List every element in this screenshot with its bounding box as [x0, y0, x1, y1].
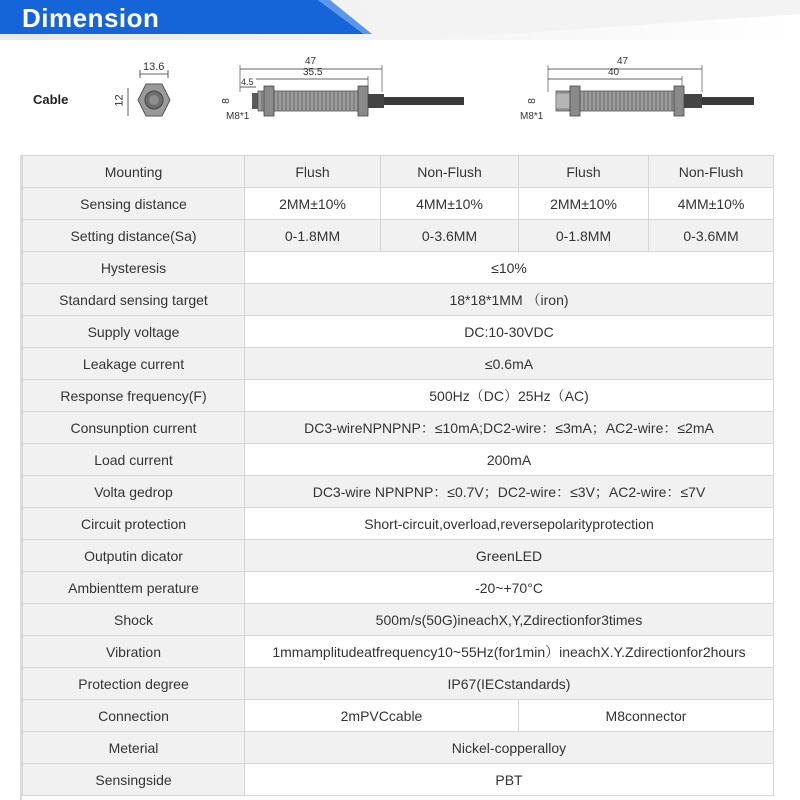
table-cell: ≤10%: [245, 252, 774, 284]
row-label-connection: Connection: [23, 700, 245, 732]
table-row: [23, 252, 774, 284]
row-label-leakage-current: Leakage current: [23, 348, 245, 380]
flush-dia-dim: 8: [220, 98, 232, 104]
row-label-protection-degree: Protection degree: [23, 668, 245, 700]
table-cell: -20~+70°C: [245, 572, 774, 604]
row-label-output-indicator: Outputin dicator: [23, 540, 245, 572]
table-row: [23, 188, 774, 220]
table-cell: 500Hz（DC）25Hz（AC): [245, 380, 774, 412]
row-label-ambient-temperature: Ambienttem perature: [23, 572, 245, 604]
page-title: Dimension: [22, 3, 160, 33]
row-label-load-current: Load current: [23, 444, 245, 476]
table-cell: Flush: [519, 156, 649, 188]
table-cell: Flush: [245, 156, 381, 188]
table-row: [23, 220, 774, 252]
row-label-hysteresis: Hysteresis: [23, 252, 245, 284]
row-label-material: Meterial: [23, 732, 245, 764]
cable-label: Cable: [33, 92, 69, 107]
table-row: [23, 668, 774, 700]
table-cell: DC3-wireNPNPNP：≤10mA;DC2-wire：≤3mA；AC2-wire：≤2mA: [245, 412, 774, 444]
table-cell: 4MM±10%: [649, 188, 774, 220]
table-row: [23, 316, 774, 348]
flush-sensor-drawing: [240, 65, 464, 116]
table-row: [23, 412, 774, 444]
table-cell: 200mA: [245, 444, 774, 476]
table-row: [23, 732, 774, 764]
front-width-dim: 13.6: [143, 61, 165, 73]
row-label-consumption-current: Consunption current: [23, 412, 245, 444]
table-row: [23, 764, 774, 796]
nonflush-sensor-drawing: [548, 65, 754, 116]
table-cell: 0-1.8MM: [245, 220, 381, 252]
table-cell: 18*18*1MM （iron): [245, 284, 774, 316]
table-cell: DC:10-30VDC: [245, 316, 774, 348]
table-row: [23, 508, 774, 540]
table-cell: Short-circuit,overload,reversepolarityprotection: [245, 508, 774, 540]
row-label-vibration: Vibration: [23, 636, 245, 668]
table-row: [23, 348, 774, 380]
flush-thread-spec: M8*1: [226, 111, 250, 122]
table-cell: M8connector: [519, 700, 774, 732]
table-row: [23, 476, 774, 508]
table-row: [23, 284, 774, 316]
front-view-drawing: [128, 70, 170, 116]
row-label-voltage-drop: Volta gedrop: [23, 476, 245, 508]
table-cell: 2MM±10%: [245, 188, 381, 220]
row-label-circuit-protection: Circuit protection: [23, 508, 245, 540]
row-label-shock: Shock: [23, 604, 245, 636]
table-cell: Non-Flush: [649, 156, 774, 188]
nonflush-total-dim: 47: [617, 56, 629, 67]
table-row: [23, 156, 774, 188]
table-cell: PBT: [245, 764, 774, 796]
nonflush-dia-dim: 8: [526, 98, 538, 104]
spec-table: [22, 155, 774, 796]
table-cell: 4MM±10%: [381, 188, 519, 220]
nonflush-thread-spec: M8*1: [520, 111, 544, 122]
table-row: [23, 636, 774, 668]
table-cell: 2mPVCcable: [245, 700, 519, 732]
row-label-sensing-side: Sensingside: [23, 764, 245, 796]
table-cell: 1mmamplitudeatfrequency10~55Hz(for1min）ineachX.Y.Zdirectionfor2hours: [245, 636, 774, 668]
table-cell: 500m/s(50G)ineachX,Y,Zdirectionfor3times: [245, 604, 774, 636]
flush-thread-dim: 35.5: [303, 67, 323, 78]
table-row: [23, 572, 774, 604]
table-cell: 0-3.6MM: [381, 220, 519, 252]
row-label-sensing-distance: Sensing distance: [23, 188, 245, 220]
header-banner: [0, 0, 800, 40]
table-row: [23, 604, 774, 636]
flush-nut-dim: 4.5: [241, 77, 254, 87]
table-row: [23, 700, 774, 732]
table-cell: GreenLED: [245, 540, 774, 572]
table-cell: 2MM±10%: [519, 188, 649, 220]
table-cell: 0-3.6MM: [649, 220, 774, 252]
flush-total-dim: 47: [305, 56, 317, 67]
table-cell: Nickel-copperalloy: [245, 732, 774, 764]
table-cell: 0-1.8MM: [519, 220, 649, 252]
table-cell: DC3-wire NPNPNP：≤0.7V；DC2-wire：≤3V；AC2-wire：≤7V: [245, 476, 774, 508]
row-label-setting-distance: Setting distance(Sa): [23, 220, 245, 252]
row-label-sensing-target: Standard sensing target: [23, 284, 245, 316]
nonflush-thread-dim: 40: [608, 67, 620, 78]
row-label-mounting: Mounting: [23, 156, 245, 188]
row-label-supply-voltage: Supply voltage: [23, 316, 245, 348]
table-row: [23, 380, 774, 412]
table-cell: ≤0.6mA: [245, 348, 774, 380]
front-height-dim: 12: [113, 94, 126, 107]
table-row: [23, 444, 774, 476]
table-row: [23, 540, 774, 572]
table-cell: IP67(IECstandards): [245, 668, 774, 700]
row-label-response-frequency: Response frequency(F): [23, 380, 245, 412]
dimension-drawings: [0, 40, 800, 152]
table-cell: Non-Flush: [381, 156, 519, 188]
